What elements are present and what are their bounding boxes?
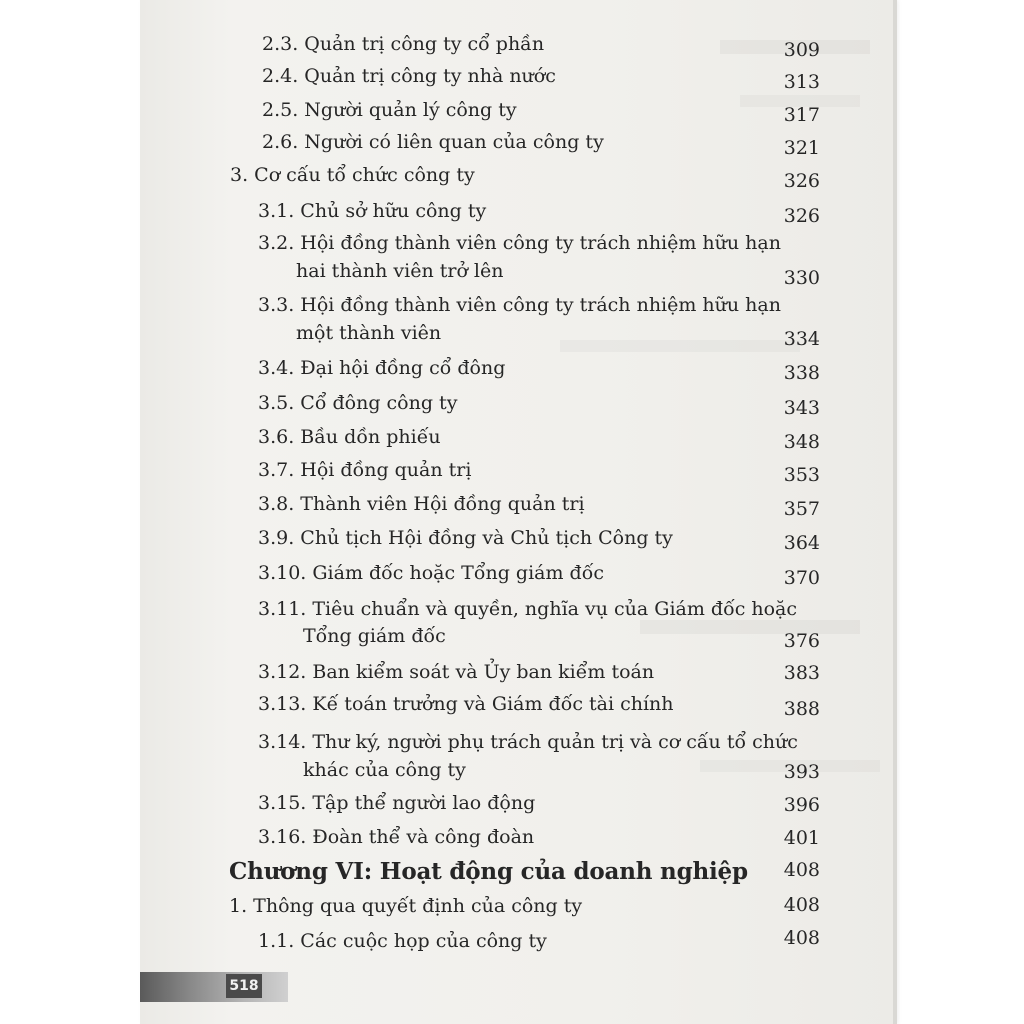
chapter-heading: Chương VI: Hoạt động của doanh nghiệp (229, 858, 748, 885)
toc-entry-label: 1. Thông qua quyết định của công ty (229, 895, 583, 917)
toc-entry-label: 3.10. Giám đốc hoặc Tổng giám đốc (258, 562, 604, 584)
toc-entry-label: 3.2. Hội đồng thành viên công ty trách nhiệm hữu hạn (258, 232, 781, 254)
toc-entry-label: 3.12. Ban kiểm soát và Ủy ban kiểm toán (258, 661, 655, 683)
toc-entry-page: 338 (783, 362, 820, 384)
toc-entry-label-continued: một thành viên (296, 322, 442, 344)
toc-entry-label: 3.16. Đoàn thể và công đoàn (258, 826, 535, 848)
toc-entry-page: 388 (783, 698, 820, 720)
toc-entry-label: 3.4. Đại hội đồng cổ đông (258, 357, 506, 379)
toc-entry-page: 343 (783, 397, 820, 419)
toc-entry-page: 408 (783, 859, 820, 881)
toc-entry-label: 3.7. Hội đồng quản trị (258, 459, 472, 481)
toc-entry-page: 326 (783, 170, 820, 192)
toc-entry-page: 348 (783, 431, 820, 453)
toc-entry-label: 3.1. Chủ sở hữu công ty (258, 200, 487, 222)
toc-entry-label: 2.5. Người quản lý công ty (262, 99, 517, 121)
page-number: 518 (226, 974, 262, 998)
toc-entry-label: 3.14. Thư ký, người phụ trách quản trị và cơ cấu tổ chức (258, 731, 798, 753)
toc-entry-page: 408 (783, 894, 820, 916)
toc-entry-label: 2.6. Người có liên quan của công ty (262, 131, 604, 153)
toc-entry-label: 3.15. Tập thể người lao động (258, 792, 536, 814)
toc-entry-label: 2.4. Quản trị công ty nhà nước (262, 65, 556, 87)
footer-bar (140, 972, 288, 1002)
toc-entry-page: 326 (783, 205, 820, 227)
toc-entry-page: 330 (783, 267, 820, 289)
toc-entry-label: 2.3. Quản trị công ty cổ phần (262, 33, 545, 55)
toc-entry-label: 3.3. Hội đồng thành viên công ty trách nhiệm hữu hạn (258, 294, 781, 316)
toc-entry-page: 396 (783, 794, 820, 816)
toc-entry-page: 353 (783, 464, 820, 486)
toc-entry-label-continued: hai thành viên trở lên (296, 260, 504, 282)
toc-entry-page: 309 (783, 39, 820, 61)
toc-entry-page: 408 (783, 927, 820, 949)
toc-entry-page: 364 (783, 532, 820, 554)
toc-entry-label-continued: khác của công ty (303, 759, 466, 781)
toc-entry-page: 376 (783, 630, 820, 652)
toc-entry-label: 3.8. Thành viên Hội đồng quản trị (258, 493, 585, 515)
toc-entry-page: 357 (783, 498, 820, 520)
toc-entry-page: 393 (783, 761, 820, 783)
toc-entry-label-continued: Tổng giám đốc (303, 625, 446, 647)
toc-entry-page: 370 (783, 567, 820, 589)
toc-entry-page: 383 (783, 662, 820, 684)
toc-entry-page: 313 (783, 71, 820, 93)
toc-entry-label: 3.13. Kế toán trưởng và Giám đốc tài chính (258, 693, 674, 715)
toc-entry-label: 3. Cơ cấu tổ chức công ty (230, 164, 475, 186)
toc-entry-page: 317 (783, 104, 820, 126)
toc-entry-page: 401 (783, 827, 820, 849)
toc-entry-label: 3.6. Bầu dồn phiếu (258, 426, 441, 448)
toc-entry-page: 334 (783, 328, 820, 350)
toc-entry-page: 321 (783, 137, 820, 159)
toc-entry-label: 3.5. Cổ đông công ty (258, 392, 458, 414)
toc-entry-label: 3.11. Tiêu chuẩn và quyền, nghĩa vụ của Giám đốc hoặc (258, 598, 798, 620)
toc-entry-label: 3.9. Chủ tịch Hội đồng và Chủ tịch Công ty (258, 527, 673, 549)
toc-entry-label: 1.1. Các cuộc họp của công ty (258, 930, 547, 952)
